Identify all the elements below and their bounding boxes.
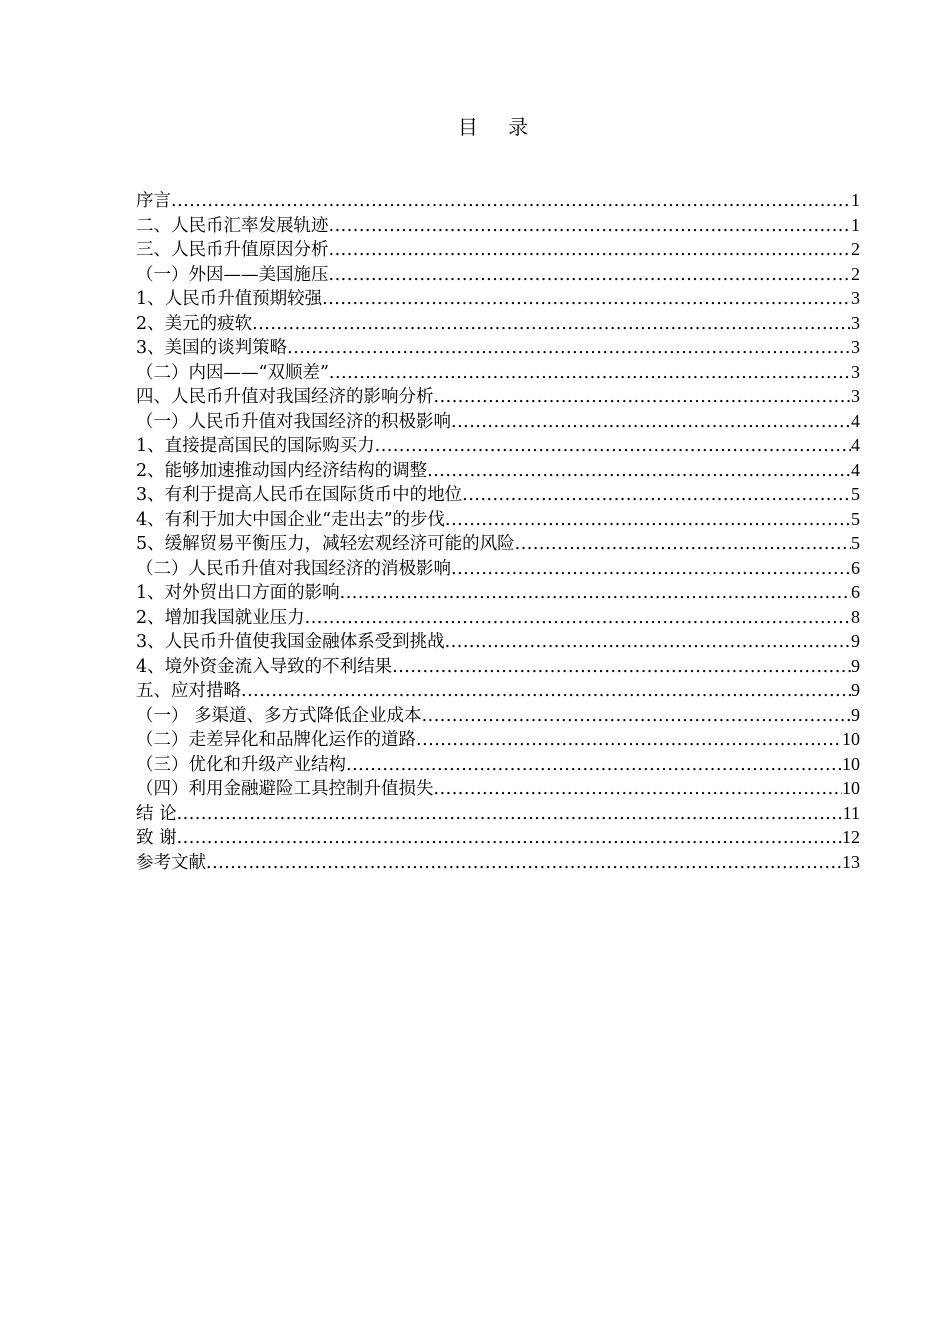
toc-page-number: 1 xyxy=(851,214,860,235)
toc-dot-leader xyxy=(346,753,842,778)
toc-page-number: 5 xyxy=(851,508,860,529)
toc-title: 目 录 xyxy=(457,115,541,139)
toc-entry-text: 四、人民币升值对我国经济的影响分析 xyxy=(136,387,434,407)
toc-page-number: 2 xyxy=(851,263,860,284)
toc-dot-leader xyxy=(305,606,851,631)
toc-dot-leader xyxy=(515,532,851,557)
toc-entry-text: （一）外因——美国施压 xyxy=(136,264,329,285)
toc-entry[interactable] xyxy=(136,335,860,360)
toc-entry-text: （二）走差异化和品牌化运作的道路 xyxy=(136,730,416,750)
toc-dot-leader xyxy=(427,459,851,484)
toc-entry-text: 结 论 xyxy=(136,803,177,824)
toc-entry-text: 4、境外资金流入导致的不利结果 xyxy=(136,656,393,677)
toc-entry[interactable] xyxy=(136,262,860,287)
toc-dot-leader xyxy=(287,336,851,361)
toc-entry-text: 二、人民币汇率发展轨迹 xyxy=(136,215,329,236)
toc-dot-leader xyxy=(171,189,851,214)
toc-dot-leader xyxy=(329,263,852,288)
toc-dot-leader xyxy=(434,385,852,410)
toc-entry[interactable] xyxy=(136,629,860,654)
toc-entry-text: （一）人民币升值对我国经济的积极影响 xyxy=(136,411,451,432)
toc-entry[interactable] xyxy=(136,384,860,409)
toc-dot-leader xyxy=(462,483,851,508)
toc-entry-text: 4、有利于加大中国企业“走出去”的步伐 xyxy=(136,509,446,530)
toc-entry[interactable] xyxy=(136,703,860,728)
toc-entry-text: 序言 xyxy=(136,191,171,211)
toc-page-number: 9 xyxy=(851,680,860,700)
toc-dot-leader xyxy=(451,410,851,435)
toc-page-number: 4 xyxy=(851,410,860,431)
toc-page-number: 10 xyxy=(842,778,860,798)
toc-entry-text: 致 谢 xyxy=(136,828,177,848)
toc-dot-leader xyxy=(329,361,851,386)
toc-entry[interactable] xyxy=(136,482,860,507)
toc-dot-leader xyxy=(422,704,851,729)
toc-entry[interactable] xyxy=(136,654,860,679)
toc-entry[interactable] xyxy=(136,776,860,801)
toc-entry-text: 3、有利于提高人民币在国际货币中的地位 xyxy=(136,485,463,505)
toc-dot-leader xyxy=(206,851,842,876)
toc-entry[interactable] xyxy=(136,678,860,703)
toc-entry-text: 2、美元的疲软 xyxy=(136,313,253,334)
toc-entry[interactable] xyxy=(136,825,860,850)
toc-list xyxy=(136,188,860,874)
toc-page-number: 12 xyxy=(842,827,860,847)
toc-dot-leader xyxy=(177,802,843,827)
toc-dot-leader xyxy=(392,655,851,680)
toc-entry-text: 1、对外贸出口方面的影响 xyxy=(136,583,340,603)
toc-entry[interactable] xyxy=(136,727,860,752)
toc-page-number: 10 xyxy=(842,729,860,749)
toc-dot-leader xyxy=(375,434,851,459)
toc-entry-text: （二）人民币升值对我国经济的消极影响 xyxy=(136,558,451,579)
toc-entry[interactable] xyxy=(136,286,860,311)
toc-page-number: 6 xyxy=(851,582,860,602)
toc-entry-text: 2、能够加速推动国内经济结构的调整 xyxy=(136,460,428,481)
toc-entry-text: 2、增加我国就业压力 xyxy=(136,607,305,628)
toc-dot-leader xyxy=(340,581,851,606)
toc-dot-leader xyxy=(416,728,842,753)
toc-page-number: 1 xyxy=(851,190,860,210)
toc-entry[interactable] xyxy=(136,605,860,630)
toc-page-number: 6 xyxy=(851,557,860,578)
toc-dot-leader xyxy=(445,630,851,655)
toc-entry[interactable] xyxy=(136,580,860,605)
toc-page-number: 9 xyxy=(851,704,860,725)
toc-entry[interactable] xyxy=(136,458,860,483)
toc-dot-leader xyxy=(451,557,851,582)
toc-entry-text: 5、缓解贸易平衡压力，减轻宏观经济可能的风险 xyxy=(136,534,515,554)
toc-dot-leader xyxy=(329,238,852,263)
toc-entry-text: 参考文献 xyxy=(136,852,206,873)
toc-dot-leader xyxy=(177,826,842,851)
toc-entry[interactable] xyxy=(136,213,860,238)
toc-entry[interactable] xyxy=(136,850,860,875)
toc-dot-leader xyxy=(252,312,851,337)
toc-entry-text: 3、人民币升值使我国金融体系受到挑战 xyxy=(136,632,445,652)
toc-dot-leader xyxy=(434,777,843,802)
toc-entry[interactable] xyxy=(136,801,860,826)
toc-entry[interactable] xyxy=(136,507,860,532)
toc-entry[interactable] xyxy=(136,311,860,336)
toc-page-number: 2 xyxy=(851,239,860,259)
toc-entry-text: 五、应对措略 xyxy=(136,681,241,701)
toc-entry-text: （一） 多渠道、多方式降低企业成本 xyxy=(136,705,422,726)
toc-page-number: 11 xyxy=(842,802,860,823)
toc-entry[interactable] xyxy=(136,409,860,434)
toc-entry[interactable] xyxy=(136,433,860,458)
toc-dot-leader xyxy=(445,508,851,533)
toc-dot-leader xyxy=(322,287,851,312)
toc-dot-leader xyxy=(241,679,851,704)
toc-entry-text: （四）利用金融避险工具控制升值损失 xyxy=(136,779,434,799)
toc-entry-text: 1、直接提高国民的国际购买力 xyxy=(136,436,375,456)
toc-entry[interactable] xyxy=(136,360,860,385)
toc-page-number: 13 xyxy=(842,851,860,872)
toc-page-number: 3 xyxy=(851,312,860,333)
toc-entry-text: 1、人民币升值预期较强 xyxy=(136,289,323,309)
toc-page-number: 3 xyxy=(851,337,860,357)
toc-entry[interactable] xyxy=(136,531,860,556)
toc-entry-text: 3、美国的谈判策略 xyxy=(136,338,288,358)
toc-page-number: 3 xyxy=(851,361,860,382)
toc-page-number: 9 xyxy=(851,631,860,651)
toc-page-number: 4 xyxy=(851,459,860,480)
toc-entry[interactable] xyxy=(136,556,860,581)
toc-page-number: 3 xyxy=(851,386,860,406)
toc-entry[interactable] xyxy=(136,752,860,777)
toc-page-number: 3 xyxy=(851,288,860,308)
toc-entry-text: （三）优化和升级产业结构 xyxy=(136,754,346,775)
toc-entry-text: 三、人民币升值原因分析 xyxy=(136,240,329,260)
toc-page-number: 5 xyxy=(851,484,860,504)
toc-page-number: 8 xyxy=(851,606,860,627)
toc-entry[interactable] xyxy=(136,188,860,213)
toc-page-number: 5 xyxy=(851,533,860,553)
toc-dot-leader xyxy=(329,214,852,239)
toc-entry[interactable] xyxy=(136,237,860,262)
toc-page-number: 10 xyxy=(842,753,860,774)
toc-entry-text: （二）内因——“双顺差” xyxy=(136,362,329,383)
toc-page-number: 9 xyxy=(851,655,860,676)
toc-page-number: 4 xyxy=(851,435,860,455)
